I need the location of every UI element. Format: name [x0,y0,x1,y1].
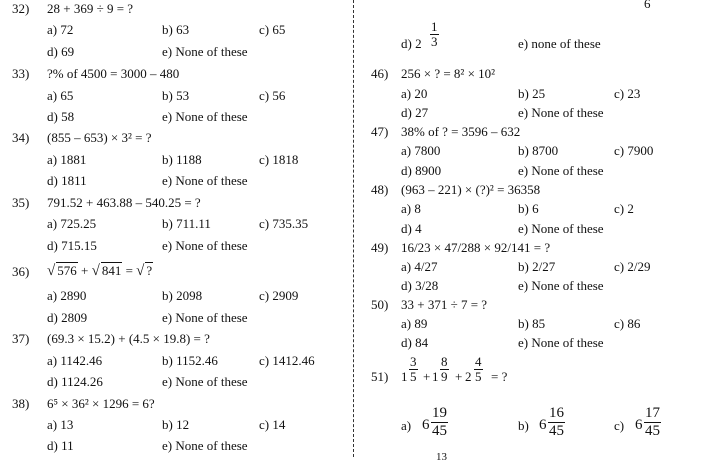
q48-option-a: a) 8 [401,201,421,216]
q36-text: √ 576 + √ 841 = √ ? [47,263,153,279]
q36-radicand-2: 841 [101,263,122,278]
q48-option-c: c) 2 [614,201,634,216]
q35-number: 35) [12,195,30,210]
q36-number: 36) [12,264,30,279]
q47-option-d: d) 8900 [401,163,442,178]
q37-option-a: a) 1142.46 [47,353,103,368]
q37-option-b: b) 1152.46 [162,353,218,368]
q51-option-a-whole: 6 [422,417,430,433]
q36-radicand-1: 576 [57,263,77,278]
q51-plus-1: + [423,369,431,384]
q46-option-c: c) 23 [614,86,641,101]
q38-option-e: e) None of these [162,438,248,453]
q34-option-b: b) 1188 [162,152,202,167]
q51-option-b-label: b) [518,418,529,433]
q32-option-b: b) 63 [162,22,190,37]
q33-option-c: c) 56 [259,88,286,103]
q49-option-d: d) 3/28 [401,278,439,293]
q38-option-b: b) 12 [162,417,190,432]
q51-term2-fraction: $\frac{8}{9}$ [441,354,448,384]
q45-option-d-fraction: $\frac{1}{3}$ [431,19,438,49]
q46-option-e: e) None of these [518,105,604,120]
q38-option-d: d) 11 [47,438,74,453]
q46-option-a: a) 20 [401,86,428,101]
q36-option-e: e) None of these [162,310,248,325]
q37-text: (69.3 × 15.2) + (4.5 × 19.8) = ? [47,331,210,346]
q37-option-d: d) 1124.26 [47,374,103,389]
q51-option-b-whole: 6 [539,417,547,433]
q38-text: 6⁵ × 36² × 1296 = 6? [47,396,155,411]
q33-text: ?% of 4500 = 3000 – 480 [47,66,180,81]
q50-option-c: c) 86 [614,316,641,331]
q32-text: 28 + 369 ÷ 9 = ? [47,1,134,16]
q47-option-a: a) 7800 [401,143,441,158]
q32-option-c: c) 65 [259,22,286,37]
q51-option-a-fraction: $\frac{19}{45}$ [432,405,447,439]
q36-option-d: d) 2809 [47,310,88,325]
q38-option-a: a) 13 [47,417,74,432]
q48-text: (963 – 221) × (?)² = 36358 [401,182,541,197]
q34-option-a: a) 1881 [47,152,87,167]
q48-option-d: d) 4 [401,221,422,236]
column-divider [353,0,354,457]
q36-radicand-3: ? [146,263,153,278]
q49-option-b: b) 2/27 [518,259,556,274]
q45-option-d-whole: d) 2 [401,36,422,51]
q48-option-b: b) 6 [518,201,539,216]
q49-option-c: c) 2/29 [614,259,651,274]
q47-option-c: c) 7900 [614,143,654,158]
q51-equals: = ? [491,369,508,384]
q46-number: 46) [371,66,389,81]
q33-option-a: a) 65 [47,88,74,103]
q33-number: 33) [12,66,30,81]
q37-option-e: e) None of these [162,374,248,389]
q45-option-c-denominator-partial: 6 [644,0,651,11]
q47-option-b: b) 8700 [518,143,559,158]
q49-number: 49) [371,240,389,255]
q50-text: 33 + 371 ÷ 7 = ? [401,297,488,312]
q38-option-c: c) 14 [259,417,286,432]
q49-option-a: a) 4/27 [401,259,438,274]
q51-number: 51) [371,369,389,384]
q37-number: 37) [12,331,30,346]
q32-option-e: e) None of these [162,44,248,59]
q49-option-e: e) None of these [518,278,604,293]
q48-number: 48) [371,182,389,197]
q45-option-e: e) none of these [518,36,601,51]
q48-option-e: e) None of these [518,221,604,236]
q32-option-d: d) 69 [47,44,75,59]
q35-option-c: c) 735.35 [259,216,309,231]
q51-option-c-whole: 6 [635,417,643,433]
q51-term2-whole: 1 [432,369,439,384]
q51-option-d-numerator-partial: 13 [436,451,447,463]
q51-option-c-fraction: $\frac{17}{45}$ [645,405,660,439]
q32-number: 32) [12,1,30,16]
q51-term3-whole: 2 [465,369,472,384]
q38-number: 38) [12,396,30,411]
q33-option-e: e) None of these [162,109,248,124]
q35-option-e: e) None of these [162,238,248,253]
q47-number: 47) [371,124,389,139]
q51-term1-fraction: $\frac{3}{5}$ [410,354,417,384]
q34-option-d: d) 1811 [47,173,87,188]
q36-option-b: b) 2098 [162,288,203,303]
q46-text: 256 × ? = 8² × 10² [401,66,496,81]
q50-option-e: e) None of these [518,335,604,350]
q35-option-a: a) 725.25 [47,216,97,231]
q51-term1-whole: 1 [401,369,408,384]
q49-text: 16/23 × 47/288 × 92/141 = ? [401,240,551,255]
q46-option-d: d) 27 [401,105,429,120]
q50-option-d: d) 84 [401,335,429,350]
q35-option-b: b) 711.11 [162,216,211,231]
q50-option-a: a) 89 [401,316,428,331]
q46-option-b: b) 25 [518,86,546,101]
q51-option-b-fraction: $\frac{16}{45}$ [549,405,564,439]
q51-plus-2: + [455,369,463,384]
q50-option-b: b) 85 [518,316,546,331]
q34-text: (855 – 653) × 3² = ? [47,130,152,145]
q47-option-e: e) None of these [518,163,604,178]
q51-term3-fraction: $\frac{4}{5}$ [475,354,482,384]
q35-text: 791.52 + 463.88 – 540.25 = ? [47,195,201,210]
q51-option-c-label: c) [614,418,625,433]
q36-option-c: c) 2909 [259,288,299,303]
q36-option-a: a) 2890 [47,288,87,303]
q34-number: 34) [12,130,30,145]
q51-option-a-label: a) [401,418,412,433]
q32-option-a: a) 72 [47,22,74,37]
q50-number: 50) [371,297,389,312]
q33-option-b: b) 53 [162,88,190,103]
q33-option-d: d) 58 [47,109,75,124]
q34-option-e: e) None of these [162,173,248,188]
q34-option-c: c) 1818 [259,152,299,167]
q35-option-d: d) 715.15 [47,238,97,253]
q47-text: 38% of ? = 3596 – 632 [401,124,521,139]
q37-option-c: c) 1412.46 [259,353,315,368]
